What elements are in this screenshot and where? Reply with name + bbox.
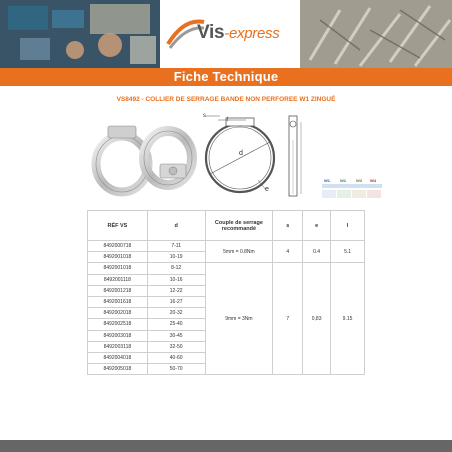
cell-ref: 8492001018 [88,263,148,274]
cell-d: 50-70 [147,364,205,375]
cell-d: 10-16 [147,274,205,285]
banner-title: Fiche Technique [173,69,279,84]
cell-ref: 8492001118 [88,274,148,285]
footer-bar [0,440,452,452]
cell-d: 32-50 [147,341,205,352]
cell-ref: 8492003018 [88,330,148,341]
header-d: d [147,211,205,241]
cell-d: 25-40 [147,319,205,330]
hose-clamp-photo [88,112,200,202]
table-row [88,241,365,252]
header-s: s [273,211,303,241]
header-e: e [303,211,331,241]
cell-s: 7 [273,263,303,375]
cell-ref: 8492002518 [88,319,148,330]
cell-ref: 8492003118 [88,341,148,352]
cell-ref: 8492001018 [88,252,148,263]
label-e: e [265,186,269,193]
spec-table [87,210,365,375]
material-bar [322,184,382,188]
cell-couple: 5mm = 0.8Nm [205,241,273,263]
cell-d: 7-11 [147,241,205,252]
screws-photo [300,0,452,68]
w-code: W4 [370,178,376,183]
cell-d: 30-45 [147,330,205,341]
header-couple: Couple de serrage recommandé [205,211,273,241]
cell-l: 5.1 [331,241,365,263]
w-code: W2 [340,178,346,183]
cell-d: 40-60 [147,352,205,363]
cell-d: 10-19 [147,252,205,263]
table-row [88,263,365,274]
header-l: l [331,211,365,241]
product-title: VS8492 - COLLIER DE SERRAGE BANDE NON PERFOREE W1 ZINGUÉ [116,96,336,103]
cell-ref: 8492001618 [88,296,148,307]
header-ref: RÉF VS [88,211,148,241]
cell-l: 9.15 [331,263,365,375]
cell-d: 16-27 [147,296,205,307]
brand-logo[interactable] [197,22,279,44]
cell-couple: 9mm = 3Nm [205,263,273,375]
cell-ref: 8492005018 [88,364,148,375]
header [0,0,452,68]
cell-ref: 8492001218 [88,285,148,296]
w-code: W1 [324,178,330,183]
cell-s: 4 [273,241,303,263]
cell-e: 0.4 [303,241,331,263]
material-code-chart [322,178,382,200]
brand-main: Vis [197,22,225,43]
brand-accent: -express [224,25,280,42]
cell-e: 0,83 [303,263,331,375]
table-header-row [88,211,365,241]
technical-drawing [200,110,310,202]
cell-d: 12-22 [147,285,205,296]
cell-ref: 8492004018 [88,352,148,363]
w-code: W3 [356,178,362,183]
label-l: l [227,117,229,123]
label-s: s [203,113,206,119]
cell-d: 20-32 [147,308,205,319]
workbench-photo [0,0,160,68]
cell-ref: 8492000718 [88,241,148,252]
cell-d: 8-12 [147,263,205,274]
cell-ref: 8492002018 [88,308,148,319]
label-d: d [239,150,243,157]
